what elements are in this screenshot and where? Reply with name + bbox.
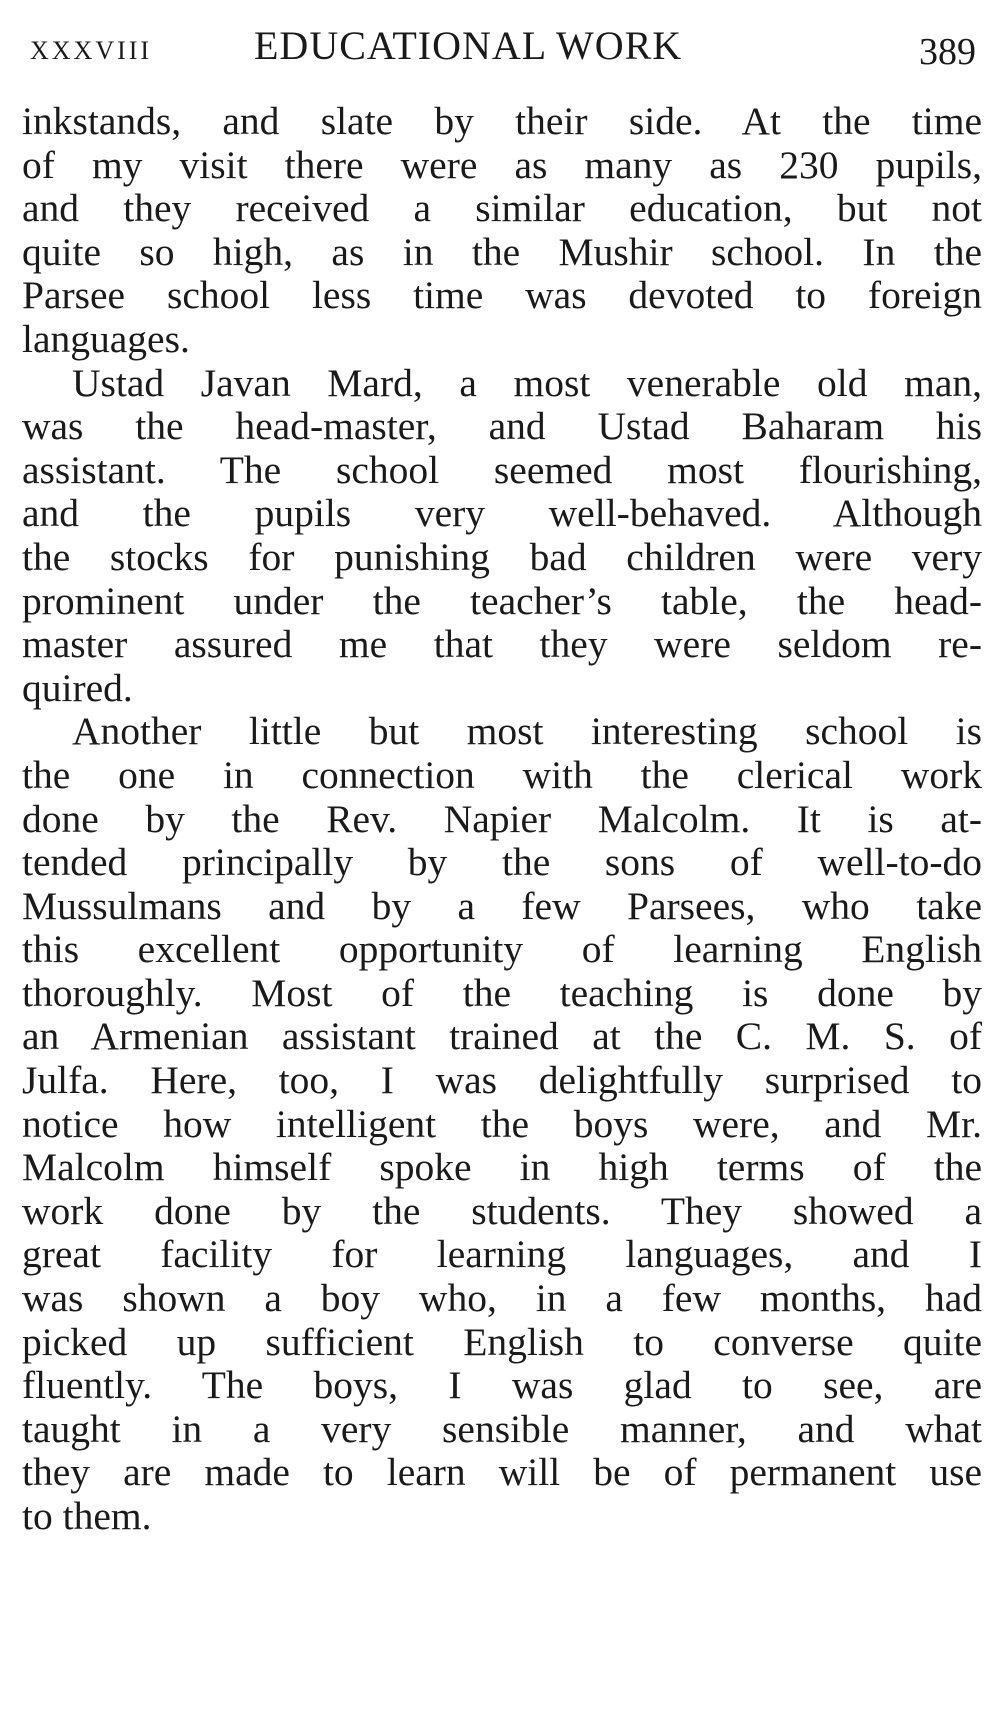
text-line: the stocks for punishing bad children were very: [22, 534, 982, 579]
body-text: [22, 100, 982, 1539]
text-line: and the pupils very well-behaved. Although: [22, 491, 982, 536]
text-line: notice how intelligent the boys were, and Mr.: [22, 1101, 982, 1146]
text-line: picked up sufficient English to converse quite: [22, 1319, 982, 1364]
text-line: Ustad Javan Mard, a most venerable old man,: [72, 360, 982, 405]
text-line: this excellent opportunity of learning English: [22, 927, 982, 972]
running-title: EDUCATIONAL WORK: [254, 23, 683, 68]
text-line: prominent under the teacher’s table, the head-: [22, 578, 982, 623]
text-line: Parsee school less time was devoted to foreign: [22, 273, 982, 318]
text-line: Another little but most interesting school is: [72, 709, 982, 754]
text-line: Mussulmans and by a few Parsees, who take: [22, 883, 982, 928]
text-line: work done by the students. They showed a: [22, 1188, 982, 1233]
text-line: was shown a boy who, in a few months, had: [22, 1276, 982, 1321]
text-line: Malcolm himself spoke in high terms of the: [22, 1145, 982, 1190]
text-line: tended principally by the sons of well-to-do: [22, 840, 982, 885]
text-line: taught in a very sensible manner, and what: [22, 1406, 982, 1451]
paragraph: [22, 710, 982, 1538]
text-line: they are made to learn will be of permanent use: [22, 1450, 982, 1495]
text-line: of my visit there were as many as 230 pupils,: [22, 142, 982, 187]
text-line: fluently. The boys, I was glad to see, are: [22, 1363, 982, 1408]
text-line: Julfa. Here, too, I was delightfully surprised to: [22, 1058, 982, 1103]
text-line: master assured me that they were seldom re-: [22, 622, 982, 667]
text-line: the one in connection with the clerical work: [22, 752, 982, 797]
book-page: [22, 18, 982, 1539]
paragraph: [22, 100, 982, 362]
chapter-number: XXXVIII: [30, 36, 153, 65]
text-line: quired.: [22, 665, 133, 710]
paragraph: [22, 362, 982, 711]
text-line: done by the Rev. Napier Malcolm. It is at-: [22, 796, 982, 841]
text-line: languages.: [22, 316, 190, 361]
page-number: 389: [919, 31, 976, 73]
text-line: assistant. The school seemed most flourishing,: [22, 447, 982, 492]
running-head: [22, 18, 982, 76]
text-line: an Armenian assistant trained at the C. M. S. of: [22, 1014, 982, 1059]
text-line: to them.: [22, 1494, 152, 1538]
text-line: quite so high, as in the Mushir school. In the: [22, 229, 982, 274]
text-line: thoroughly. Most of the teaching is done by: [22, 970, 982, 1015]
text-line: was the head-master, and Ustad Baharam his: [22, 404, 982, 449]
text-line: inkstands, and slate by their side. At the time: [22, 99, 982, 143]
text-line: great facility for learning languages, and I: [22, 1232, 982, 1277]
text-line: and they received a similar education, but not: [22, 186, 982, 231]
